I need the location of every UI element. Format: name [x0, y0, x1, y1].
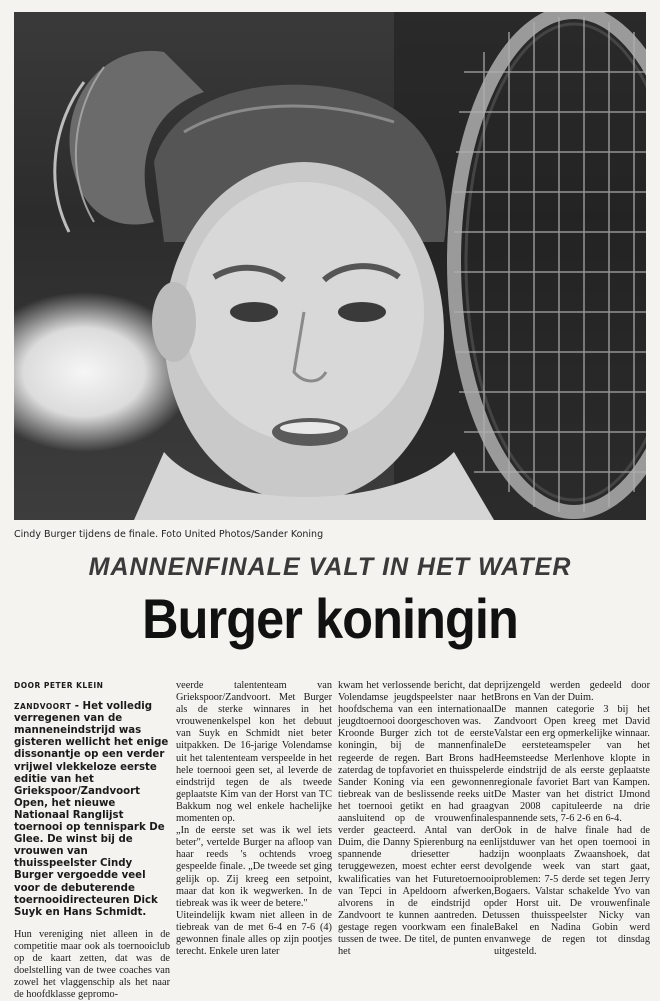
- caption-credit: Foto United Photos/Sander Koning: [161, 529, 324, 540]
- article-column-2: [176, 680, 332, 958]
- body-paragraph: De mannen categorie 3 bij het Zandvoort Open kreeg met David Valstar een erg opmerkelijke winnaar. De eersteteamspeler van het Heemsteedse Merlenhove klopte in de eindstrijd de als eerste geplaatste regionale favoriet Bart van Kampen. De Master van het district IJmond van 2008 capituleerde na drie spannende sets, 7-6 2-6 en 6-4.: [494, 704, 650, 825]
- body-paragraph: „In de eerste set was ik wel iets beter", vertelde Burger na afloop van haar reeds 's ochtends vroeg gespeelde finale. „De tweede set ging gelijk op. Zij kreeg een setpoint, maar dat kon ik wegwerken. In de tiebreak was ik weer de betere.": [176, 825, 332, 909]
- byline: DOOR PETER KLEIN: [14, 681, 104, 690]
- caption-text: Cindy Burger tijdens de finale.: [14, 529, 159, 540]
- photo-caption: [14, 529, 323, 540]
- body-paragraph: kwam het verlossende bericht, dat de Volendamse jeugdspeelster naar het hoofdschema van een internationaal jeugdtoernooi doorgeschoven was.: [338, 680, 494, 728]
- lead-text: - Het volledig verregenen van de manneneindstrijd was gisteren wellicht het enige dissonantje op een verder vrijwel vlekkeloze eerste editie van het Griekspoor/Zandvoort Open, het nieuwe Nationaal Ranglijst toernooi op tennispark De Glee. De winst bij de vrouwen van thuisspeelster Cindy Burger vergoedde veel voor de debuterende toernooidirecteuren Dick Suyk en Hans Schmidt.: [14, 701, 169, 918]
- body-paragraph: veerde talententeam van Griekspoor/Zandvoort. Met Burger als de sterke winnares in het vrouwenenkelspel kon het debuut van Suyk en Schmidt niet beter uitpakken. De 16-jarige Volendamse uit het talententeam verspeelde in het hele toernooi geen set, al leverde de eindstrijd tegen de als tweede geplaatste Kim van der Horst van TC Bakkum nog wel enkele hachelijke momenten op.: [176, 680, 332, 825]
- kicker-headline: MANNENFINALE VALT IN HET WATER: [88, 553, 572, 581]
- body-paragraph: Uiteindelijk kwam niet alleen in de tiebreak van de met 6-4 en 7-6 (4) gewonnen finale alles op zijn pootjes terecht. Enkele uren later: [176, 909, 332, 958]
- article-column-3: [338, 680, 494, 958]
- body-paragraph: Hun vereniging niet alleen in de competitie maar ook als toernooiclub op de kaart zetten, dat was de doelstelling van de twee coaches van zowel het vlaggenschip als het naar de hoofdklasse gepromo-: [14, 928, 170, 1001]
- tennis-player-photo: [14, 12, 646, 520]
- lead-paragraph: [14, 701, 170, 919]
- body-paragraph: Kroonde Burger zich tot de eerste koningin, bij de mannenfinale regeerde de regen. Bart Brons had zaterdag de topfavoriet en thuisspeler Sander Koning via een gewonnen tiebreak van de beslissende reeks uit het toernooi getikt en had graag aansluitend op de vrouwenfinale verder geacteerd. Antal van der Duim, die Danny Spierenburg na een spannende driesetter had teruggewezen, moest echter eerst de kwalificaties van het Futuretoernooi van Tepci in Apeldoorn afwerken, alvorens in de eindstrijd op Zandvoort te kunnen aantreden. De gestage regen voorkwam een finale tussen de twee. De titel, de punten en het: [338, 728, 494, 958]
- main-headline: Burger koningin: [142, 587, 518, 650]
- news-photo: [14, 12, 646, 520]
- dateline: ZANDVOORT: [14, 702, 72, 712]
- body-paragraph: Ook in de halve finale had de lijstduwer van het open toernooi in zijn woonplaats Zwaanshoek, dat volgende week van start gaat, problemen: 7-5 derde set tegen Jerry Bogaers. Valstar schakelde Yvo van der Horst uit. De vrouwenfinale tussen thuisspeelster Nicky van Bakel en Nadina Gobin werd vanwege de regen tot dinsdag uitgesteld.: [494, 825, 650, 958]
- article-column-1: [14, 680, 170, 1001]
- body-paragraph: prijzengeld werden gedeeld door Brons en Van der Duim.: [494, 680, 650, 704]
- article-column-4: [494, 680, 650, 958]
